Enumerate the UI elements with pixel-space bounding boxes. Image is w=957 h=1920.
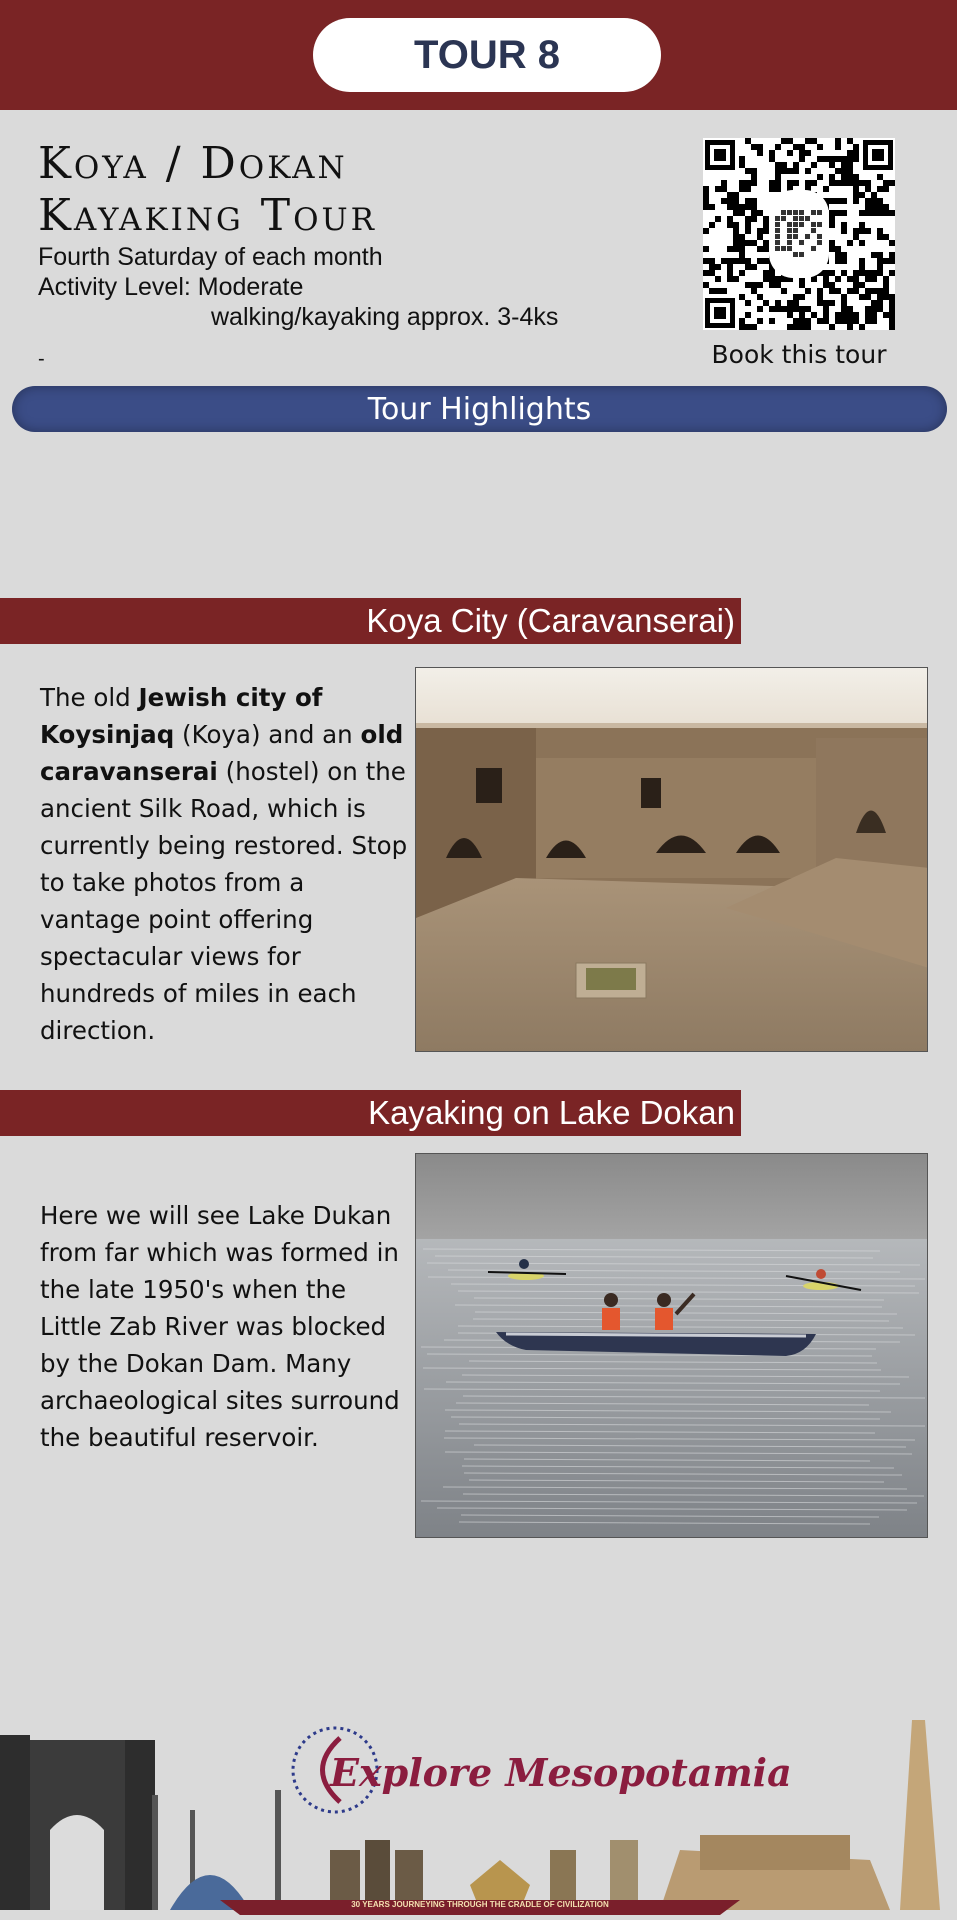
tour-number-badge: TOUR 8 <box>313 18 661 92</box>
section-heading-koya: Koya City (Caravanserai) <box>0 598 741 644</box>
section-text-koya: The old Jewish city of Koysinjaq (Koya) and an old caravanserai (hostel) on the ancient Silk Road, which is currently being restored. Stop to take photos from a vantage point offering spectacular views for hundreds of miles in each direction. <box>40 683 408 1045</box>
activity-detail: walking/kayaking approx. 3-4ks <box>211 303 559 330</box>
tour-title-line-1: Koya / Dokan <box>38 138 348 189</box>
section-text-dokan: Here we will see Lake Dukan from far which was formed in the late 1950's when the Little Zab River was blocked by the Dokan Dam. Many archaeological sites surround the beautiful reservoir. <box>40 1201 400 1452</box>
activity-level: Activity Level: Moderate <box>38 273 304 301</box>
section-heading-dokan: Kayaking on Lake Dokan <box>0 1090 741 1136</box>
tour-meta <box>38 242 658 330</box>
brand-logo-text: Explore Mesopotamia <box>330 1750 792 1795</box>
kayaking-photo <box>415 1153 928 1538</box>
footer-banner <box>0 1700 957 1920</box>
tour-title-line-2: Kayaking Tour <box>38 190 377 241</box>
footer-skyline-illustration <box>0 1700 957 1920</box>
tour-schedule: Fourth Saturday of each month <box>38 243 383 271</box>
booking-qr-code[interactable] <box>703 138 895 330</box>
highlights-heading <box>12 386 947 432</box>
dash-mark: - <box>38 348 45 370</box>
highlights-heading-text: Tour Highlights <box>367 391 592 427</box>
brand-tagline: 30 YEARS JOURNEYING THROUGH THE CRADLE OF CIVILIZATION <box>351 1900 609 1909</box>
caravanserai-photo <box>415 667 928 1052</box>
tour-title <box>38 138 598 242</box>
book-tour-label[interactable]: Book this tour <box>711 340 887 369</box>
